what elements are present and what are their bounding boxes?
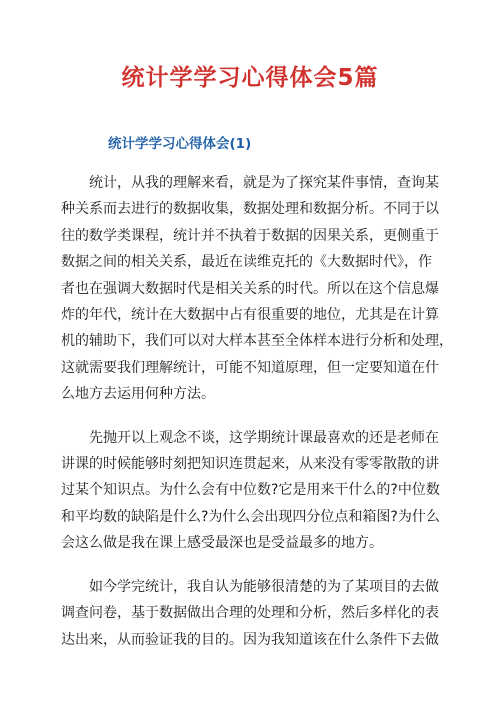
paragraph-3 bbox=[61, 574, 439, 653]
paragraph-2 bbox=[61, 425, 439, 557]
text-line: 过某个知识点。为什么会有中位数?它是用来干什么的?中位数 bbox=[61, 482, 440, 499]
text-line: 这就需要我们理解统计，可能不知道原理，但一定要知道在什 bbox=[61, 359, 439, 376]
text-line: 炸的年代，统计在大数据中占有很重要的地位，尤其是在计算 bbox=[61, 307, 439, 324]
text-line: 先抛开以上观念不谈，这学期统计课最喜欢的还是老师在 bbox=[89, 429, 439, 446]
paragraph-1 bbox=[61, 170, 453, 408]
text-line: 如今学完统计，我自认为能够很清楚的为了某项目的去做 bbox=[89, 578, 439, 595]
document-title: 统计学学习心得体会5篇 bbox=[121, 65, 379, 91]
text-line: 机的辅助下，我们可以对大样本甚至全体样本进行分析和处理， bbox=[61, 333, 453, 350]
text-line: 达出来，从而验证我的目的。因为我知道该在什么条件下去做 bbox=[61, 631, 439, 648]
text-line: 调查问卷，基于数据做出合理的处理和分析，然后多样化的表 bbox=[61, 605, 439, 622]
text-line: 数据之间的相关关系，最近在读维克托的《大数据时代》，作 bbox=[61, 254, 432, 271]
text-line: 讲课的时候能够时刻把知识连贯起来，从来没有零零散散的讲 bbox=[61, 456, 439, 473]
text-line: 者也在强调大数据时代是相关关系的时代。所以在这个信息爆 bbox=[61, 280, 439, 297]
section-heading: 统计学学习心得体会(1) bbox=[108, 136, 252, 152]
text-line: 统计，从我的理解来看，就是为了探究某件事情，查询某 bbox=[89, 175, 439, 191]
text-line: 会这么做是我在课上感受最深也是受益最多的地方。 bbox=[61, 535, 383, 552]
text-line: 和平均数的缺陷是什么?为什么会出现四分位点和箱图?为什么 bbox=[61, 508, 440, 525]
body-text bbox=[61, 170, 453, 670]
text-line: 往的数学类课程，统计并不执着于数据的因果关系，更侧重于 bbox=[61, 227, 439, 244]
text-line: 么地方去运用何种方法。 bbox=[61, 386, 215, 403]
text-line: 种关系而去进行的数据收集，数据处理和数据分析。不同于以 bbox=[61, 201, 439, 218]
